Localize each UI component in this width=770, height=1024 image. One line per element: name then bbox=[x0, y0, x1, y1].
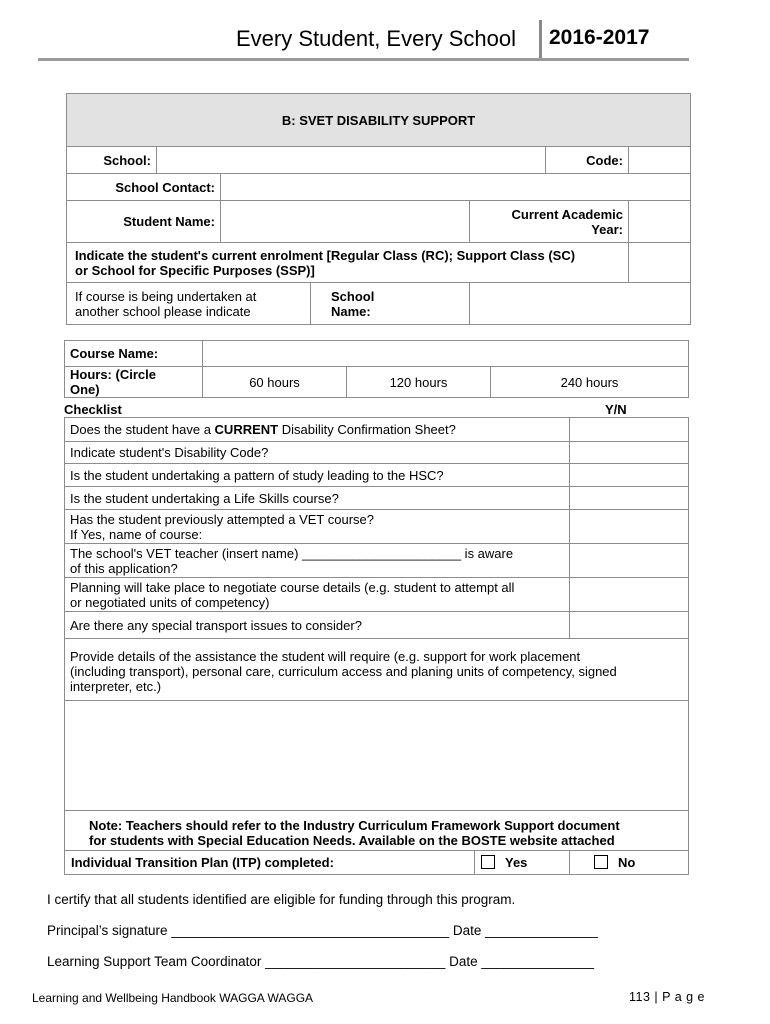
other-school-label-line1: If course is being undertaken at bbox=[75, 288, 257, 304]
checklist-row bbox=[65, 578, 689, 612]
checklist-row bbox=[65, 418, 689, 442]
school-contact-field[interactable] bbox=[221, 174, 691, 201]
hours-option-60[interactable]: 60 hours bbox=[203, 367, 347, 398]
student-name-field[interactable] bbox=[221, 201, 470, 243]
header-rule bbox=[38, 58, 689, 61]
q6-line1: The school's VET teacher (insert name) ______________________ is aware bbox=[70, 545, 514, 561]
checklist-question: Is the student undertaking a pattern of study leading to the HSC? bbox=[65, 464, 570, 487]
student-name-label: Student Name: bbox=[67, 201, 221, 243]
checklist-question bbox=[65, 510, 570, 544]
footer-page-number: 113 | P a g e bbox=[629, 990, 706, 1004]
header-divider bbox=[539, 20, 542, 60]
other-school-name-label bbox=[311, 283, 470, 325]
checklist-row bbox=[65, 464, 689, 487]
assist-line3: interpreter, etc.) bbox=[70, 679, 162, 694]
q6-line2: of this application? bbox=[70, 560, 178, 576]
checklist-row bbox=[65, 612, 689, 639]
checkbox-icon[interactable] bbox=[594, 855, 608, 869]
q1-bold: CURRENT bbox=[214, 422, 279, 437]
checklist-row bbox=[65, 442, 689, 464]
course-name-field[interactable] bbox=[203, 341, 689, 367]
q5-line2: If Yes, name of course: bbox=[70, 526, 203, 542]
itp-label: Individual Transition Plan (ITP) completed: bbox=[65, 851, 475, 875]
assist-line1: Provide details of the assistance the student will require (e.g. support for work placement bbox=[70, 649, 581, 664]
page-header-year: 2016-2017 bbox=[549, 26, 650, 49]
checklist-row bbox=[65, 487, 689, 510]
yn-answer-field[interactable] bbox=[570, 487, 689, 510]
note-line1: Note: Teachers should refer to the Industry Curriculum Framework Support document bbox=[89, 818, 620, 833]
hours-label bbox=[65, 367, 203, 398]
course-table bbox=[64, 340, 689, 398]
other-school-label-line2: another school please indicate bbox=[75, 303, 251, 319]
yn-answer-field[interactable] bbox=[570, 418, 689, 442]
itp-no-label: No bbox=[618, 855, 636, 870]
assistance-details-field[interactable] bbox=[65, 701, 689, 811]
checklist-question bbox=[65, 578, 570, 612]
checklist-question bbox=[65, 418, 570, 442]
current-year-label bbox=[470, 201, 629, 243]
itp-no-option[interactable] bbox=[570, 851, 689, 875]
current-year-label-line1: Current Academic bbox=[511, 206, 623, 222]
other-school-name-label-line2: Name: bbox=[331, 303, 371, 319]
q1-prefix: Does the student have a bbox=[70, 422, 215, 437]
yn-answer-field[interactable] bbox=[570, 544, 689, 578]
enrolment-label-line2: or School for Specific Purposes (SSP)] bbox=[75, 262, 315, 278]
checkbox-icon[interactable] bbox=[481, 855, 495, 869]
course-name-label: Course Name: bbox=[65, 341, 203, 367]
q7-line1: Planning will take place to negotiate course details (e.g. student to attempt all bbox=[70, 579, 515, 595]
checklist-question: Are there any special transport issues to consider? bbox=[65, 612, 570, 639]
q5-line1: Has the student previously attempted a VET course? bbox=[70, 511, 374, 527]
hours-label-line2: One) bbox=[70, 382, 100, 397]
checklist-question: Indicate student's Disability Code? bbox=[65, 442, 570, 464]
enrolment-field[interactable] bbox=[629, 243, 691, 283]
school-contact-label: School Contact: bbox=[67, 174, 221, 201]
note-text bbox=[65, 811, 689, 851]
hours-option-240[interactable]: 240 hours bbox=[491, 367, 689, 398]
yn-header: Y/N bbox=[605, 402, 627, 417]
other-school-label bbox=[67, 283, 311, 325]
hours-label-line1: Hours: (Circle bbox=[70, 367, 156, 382]
checklist-table bbox=[64, 417, 689, 875]
other-school-name-field[interactable] bbox=[470, 283, 691, 325]
enrolment-label bbox=[67, 243, 629, 283]
assistance-label bbox=[65, 639, 689, 701]
checklist-row bbox=[65, 544, 689, 578]
current-year-label-line2: Year: bbox=[591, 221, 623, 237]
school-field[interactable] bbox=[157, 147, 546, 174]
checklist-title: Checklist bbox=[64, 402, 122, 417]
yn-answer-field[interactable] bbox=[570, 612, 689, 639]
checklist-row bbox=[65, 510, 689, 544]
school-label: School: bbox=[67, 147, 157, 174]
checklist-question: Is the student undertaking a Life Skills course? bbox=[65, 487, 570, 510]
principal-signature-line: Principal’s signature _____________________________________ Date _______________ bbox=[47, 923, 598, 938]
code-field[interactable] bbox=[629, 147, 691, 174]
section-title: B: SVET DISABILITY SUPPORT bbox=[67, 94, 691, 147]
note-line2: for students with Special Education Needs. Available on the BOSTE website attached bbox=[89, 833, 615, 848]
code-label: Code: bbox=[546, 147, 629, 174]
svet-form-table bbox=[66, 93, 691, 325]
page-header-title: Every Student, Every School bbox=[236, 26, 517, 51]
itp-yes-option[interactable] bbox=[475, 851, 570, 875]
enrolment-label-line1: Indicate the student's current enrolment [Regular Class (RC); Support Class (SC) bbox=[75, 247, 576, 263]
q7-line2: or negotiated units of competency) bbox=[70, 594, 270, 610]
current-year-field[interactable] bbox=[629, 201, 691, 243]
checklist-question bbox=[65, 544, 570, 578]
other-school-name-label-line1: School bbox=[331, 288, 375, 304]
yn-answer-field[interactable] bbox=[570, 464, 689, 487]
yn-answer-field[interactable] bbox=[570, 442, 689, 464]
itp-yes-label: Yes bbox=[505, 855, 528, 870]
assist-line2: (including transport), personal care, curriculum access and planing units of competency, signed bbox=[70, 664, 617, 679]
coordinator-signature-line: Learning Support Team Coordinator ________________________ Date _______________ bbox=[47, 954, 594, 969]
hours-option-120[interactable]: 120 hours bbox=[347, 367, 491, 398]
certification-statement: I certify that all students identified are eligible for funding through this program. bbox=[47, 892, 516, 907]
q1-suffix: Disability Confirmation Sheet? bbox=[278, 422, 456, 437]
yn-answer-field[interactable] bbox=[570, 578, 689, 612]
yn-answer-field[interactable] bbox=[570, 510, 689, 544]
footer-handbook-title: Learning and Wellbeing Handbook WAGGA WAGGA bbox=[32, 991, 314, 1005]
